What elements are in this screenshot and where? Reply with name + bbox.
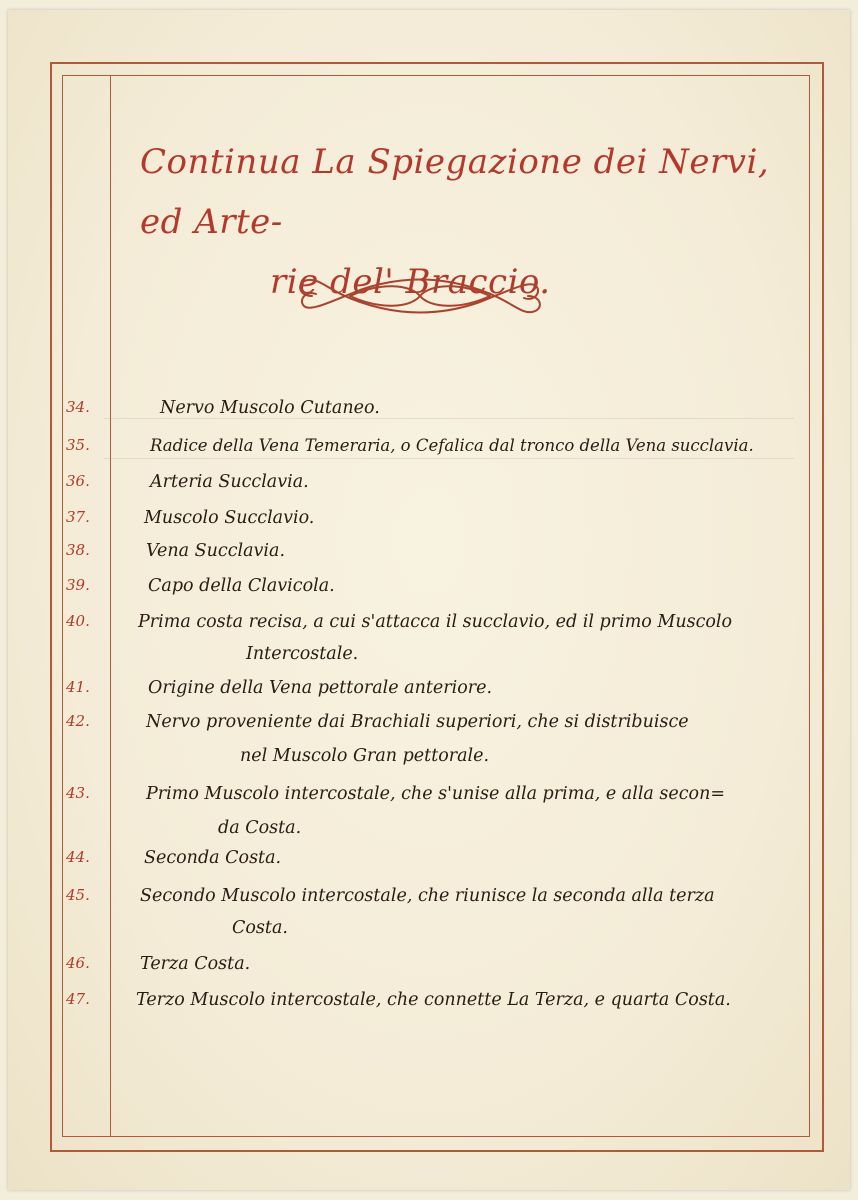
- margin-rule: [110, 75, 111, 1137]
- entry-number: 45.: [66, 886, 90, 904]
- entry-text: Muscolo Succlavio.: [144, 508, 315, 528]
- entry-text: Arteria Succlavia.: [150, 472, 309, 492]
- entry-number: 41.: [66, 678, 90, 696]
- entry-number: 44.: [66, 848, 90, 866]
- entry-number: 43.: [66, 784, 90, 802]
- entry-number: 36.: [66, 472, 90, 490]
- entry-number: 37.: [66, 508, 90, 526]
- entry-number: 39.: [66, 576, 90, 594]
- entry-text: Terzo Muscolo intercostale, che connette La Terza, e quarta Costa.: [136, 990, 731, 1010]
- entry-number: 47.: [66, 990, 90, 1008]
- entry-continuation: Costa.: [232, 918, 288, 938]
- entry-text: Secondo Muscolo intercostale, che riunisce la seconda alla terza: [140, 886, 715, 906]
- entry-text: Primo Muscolo intercostale, che s'unise alla prima, e alla secon=: [146, 784, 726, 804]
- entry-text: Radice della Vena Temeraria, o Cefalica dal tronco della Vena succlavia.: [150, 436, 754, 455]
- entry-number: 40.: [66, 612, 90, 630]
- title-line-2: rie del' Braccio.: [270, 262, 551, 302]
- entry-continuation: da Costa.: [218, 818, 302, 838]
- entry-text: Capo della Clavicola.: [148, 576, 335, 596]
- entry-text: Prima costa recisa, a cui s'attacca il succlavio, ed il primo Muscolo: [138, 612, 733, 632]
- entry-text: Origine della Vena pettorale anteriore.: [148, 678, 493, 698]
- calligraphic-flourish-icon: [290, 272, 550, 320]
- entry-continuation: Intercostale.: [246, 644, 359, 664]
- entry-number: 42.: [66, 712, 90, 730]
- entry-number: 35.: [66, 436, 90, 454]
- title-line-1: Continua La Spiegazione dei Nervi, ed Arte-: [140, 142, 770, 242]
- entry-text: Vena Succlavia.: [146, 541, 286, 561]
- entry-number: 38.: [66, 541, 90, 559]
- entry-continuation: nel Muscolo Gran pettorale.: [240, 746, 490, 766]
- entry-text: Nervo proveniente dai Brachiali superiori, che si distribuisce: [146, 712, 689, 732]
- entry-text: Seconda Costa.: [144, 848, 282, 868]
- entry-number: 34.: [66, 398, 90, 416]
- entry-number: 46.: [66, 954, 90, 972]
- entry-text: Nervo Muscolo Cutaneo.: [160, 398, 380, 418]
- entry-text: Terza Costa.: [140, 954, 251, 974]
